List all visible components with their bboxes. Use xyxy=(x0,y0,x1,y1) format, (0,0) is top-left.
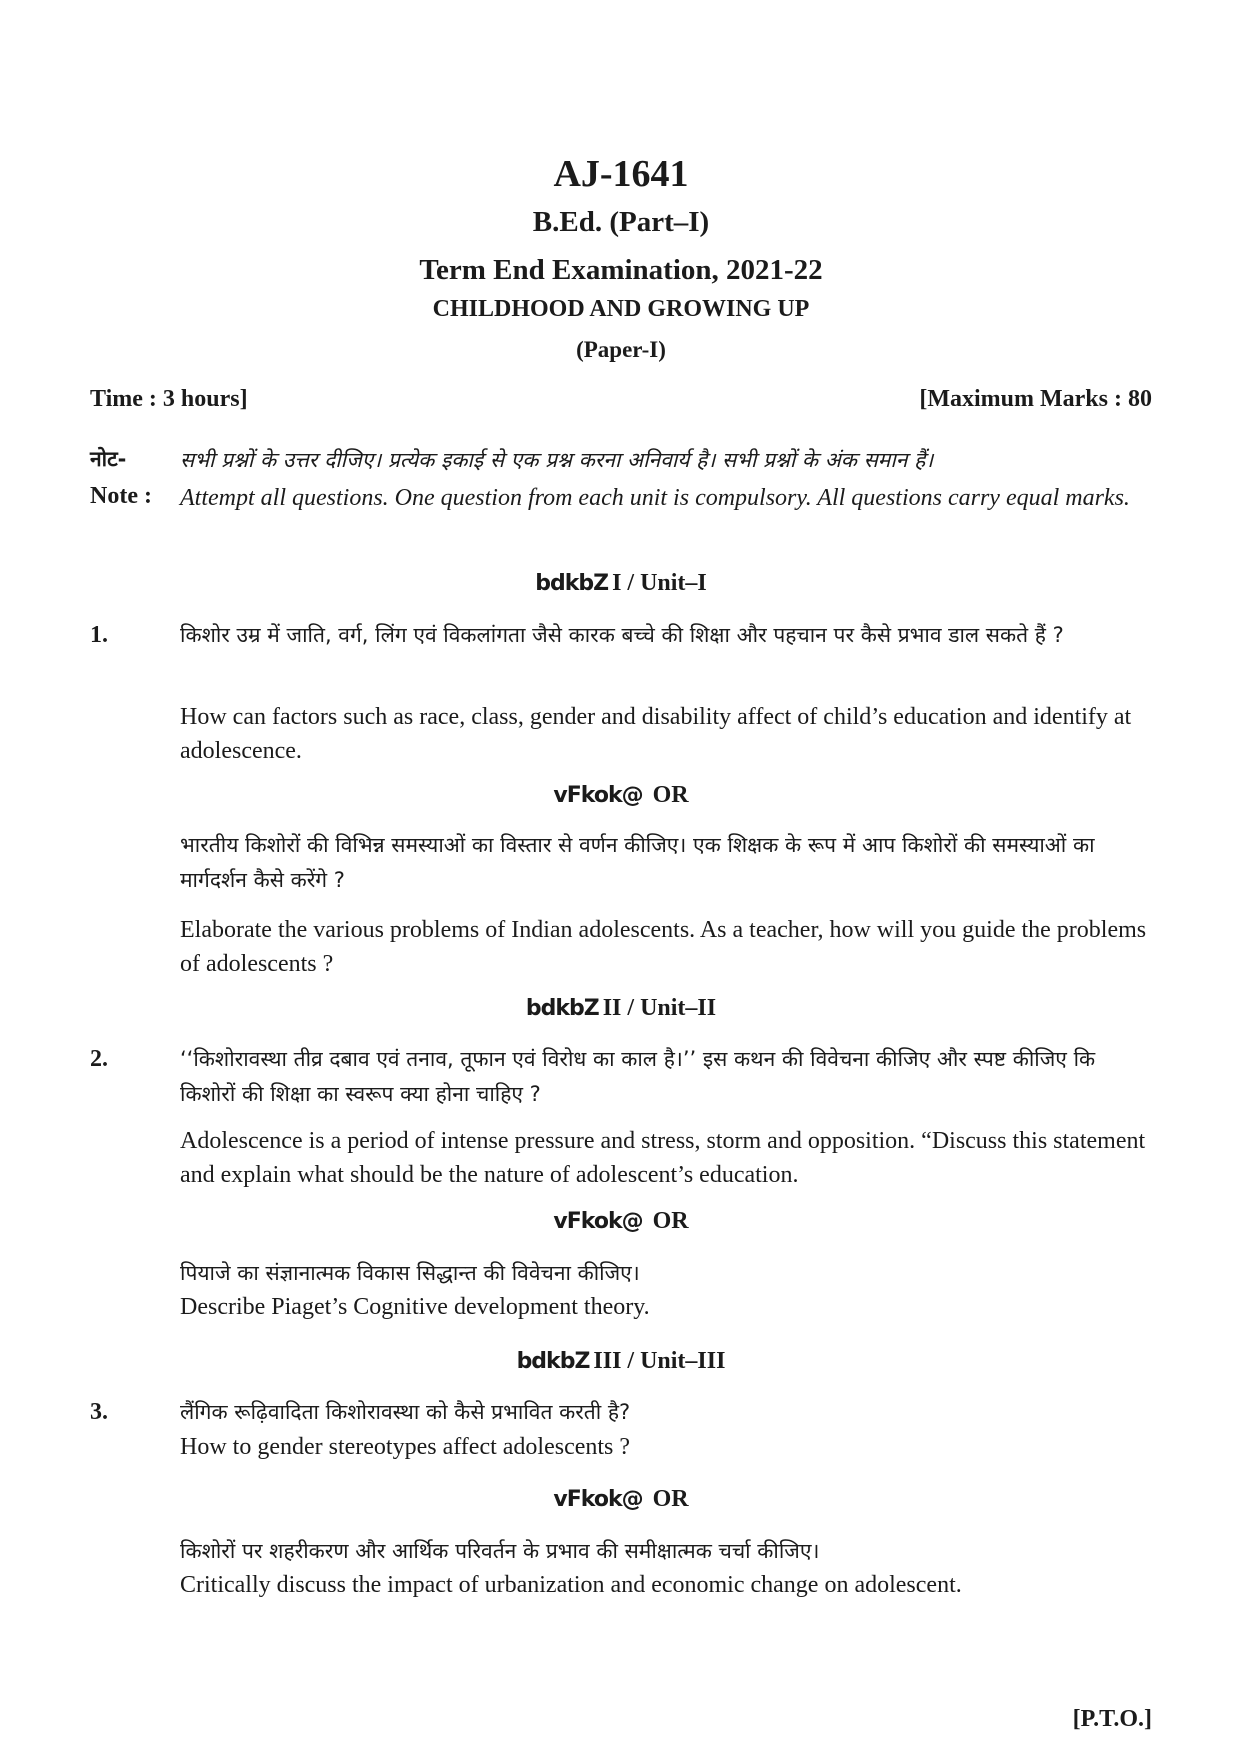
note-hi-text: सभी प्रश्नों के उत्तर दीजिए। प्रत्येक इकाई से एक प्रश्न करना अनिवार्य है। सभी प्रश्नों के अंक समान हैं। xyxy=(180,448,934,472)
question-2-alt-hi: पियाजे का संज्ञानात्मक विकास सिद्धान्त की विवेचना कीजिए। xyxy=(180,1261,640,1285)
unit-heading-en: II / Unit–II xyxy=(602,995,717,1021)
or-en: OR xyxy=(652,1486,689,1512)
subject-title: CHILDHOOD AND GROWING UP xyxy=(432,296,810,322)
question-2-hi: ‘‘किशोरावस्था तीव्र दबाव एवं तनाव, तूफान एवं विरोध का काल है।’’ इस कथन की विवेचना कीजिए और स्पष्ट कीजिए कि किशोरों की शिक्षा का स्वरूप क्या होना चाहिए ? xyxy=(180,1047,1096,1106)
question-1-alt-hi: भारतीय किशोरों की विभिन्न समस्याओं का विस्तार से वर्णन कीजिए। एक शिक्षक के रूप में आप किशोरों की समस्याओं का मार्गदर्शन कैसे करेंगे ? xyxy=(180,833,1095,892)
or-en: OR xyxy=(652,782,689,808)
question-3-alt-en: Critically discuss the impact of urbanization and economic change on adolescent. xyxy=(180,1572,962,1598)
unit-heading-hi: bdkbZ xyxy=(516,1349,590,1374)
question-number-3: 3. xyxy=(90,1399,108,1425)
unit-heading-hi: bdkbZ xyxy=(535,571,609,596)
unit-heading-2 xyxy=(0,995,1242,1022)
unit-heading-hi: bdkbZ xyxy=(525,996,599,1021)
question-2-en: Adolescence is a period of intense pressure and stress, storm and opposition. “Discuss this statement and explain what should be the nature of adolescent’s education. xyxy=(180,1128,1146,1188)
or-hi: vFkok@ xyxy=(553,1487,643,1512)
question-3-en: How to gender stereotypes affect adolescents ? xyxy=(180,1434,631,1460)
question-1-en: How can factors such as race, class, gender and disability affect of child’s education and identify at adolescence. xyxy=(180,704,1132,764)
question-2-alt-en: Describe Piaget’s Cognitive development theory. xyxy=(180,1294,650,1320)
or-hi: vFkok@ xyxy=(553,783,643,808)
question-3-alt-hi: किशोरों पर शहरीकरण और आर्थिक परिवर्तन के प्रभाव की समीक्षात्मक चर्चा कीजिए। xyxy=(180,1539,820,1563)
or-divider-3 xyxy=(0,1486,1242,1513)
unit-heading-3 xyxy=(0,1348,1242,1375)
question-number-1: 1. xyxy=(90,622,108,648)
time-allowed: Time : 3 hours] xyxy=(90,386,248,412)
unit-heading-en: I / Unit–I xyxy=(612,570,707,596)
or-en: OR xyxy=(652,1208,689,1234)
question-3-hi: लैंगिक रूढ़िवादिता किशोरावस्था को कैसे प्रभावित करती है? xyxy=(180,1400,631,1424)
please-turn-over: [P.T.O.] xyxy=(1072,1706,1152,1732)
or-hi: vFkok@ xyxy=(553,1209,643,1234)
paper-code: AJ-1641 xyxy=(553,153,689,195)
question-number-2: 2. xyxy=(90,1046,108,1072)
note-en-text: Attempt all questions. One question from each unit is compulsory. All questions carry equal marks. xyxy=(180,485,1130,511)
exam-title: Term End Examination, 2021-22 xyxy=(419,254,823,286)
question-1-alt-en: Elaborate the various problems of Indian adolescents. As a teacher, how will you guide the problems of adolescents ? xyxy=(180,917,1147,977)
maximum-marks: [Maximum Marks : 80 xyxy=(919,386,1152,412)
unit-heading-en: III / Unit–III xyxy=(593,1348,726,1374)
note-hi-label: नोट- xyxy=(90,447,127,471)
note-en-label: Note : xyxy=(90,483,152,509)
or-divider-1 xyxy=(0,782,1242,809)
question-1-hi: किशोर उम्र में जाति, वर्ग, लिंग एवं विकलांगता जैसे कारक बच्चे की शिक्षा और पहचान पर कैसे प्रभाव डाल सकते हैं ? xyxy=(180,623,1064,647)
or-divider-2 xyxy=(0,1208,1242,1235)
unit-heading-1 xyxy=(0,570,1242,597)
paper-number: (Paper-I) xyxy=(576,337,666,362)
course-title: B.Ed. (Part–I) xyxy=(532,206,710,238)
